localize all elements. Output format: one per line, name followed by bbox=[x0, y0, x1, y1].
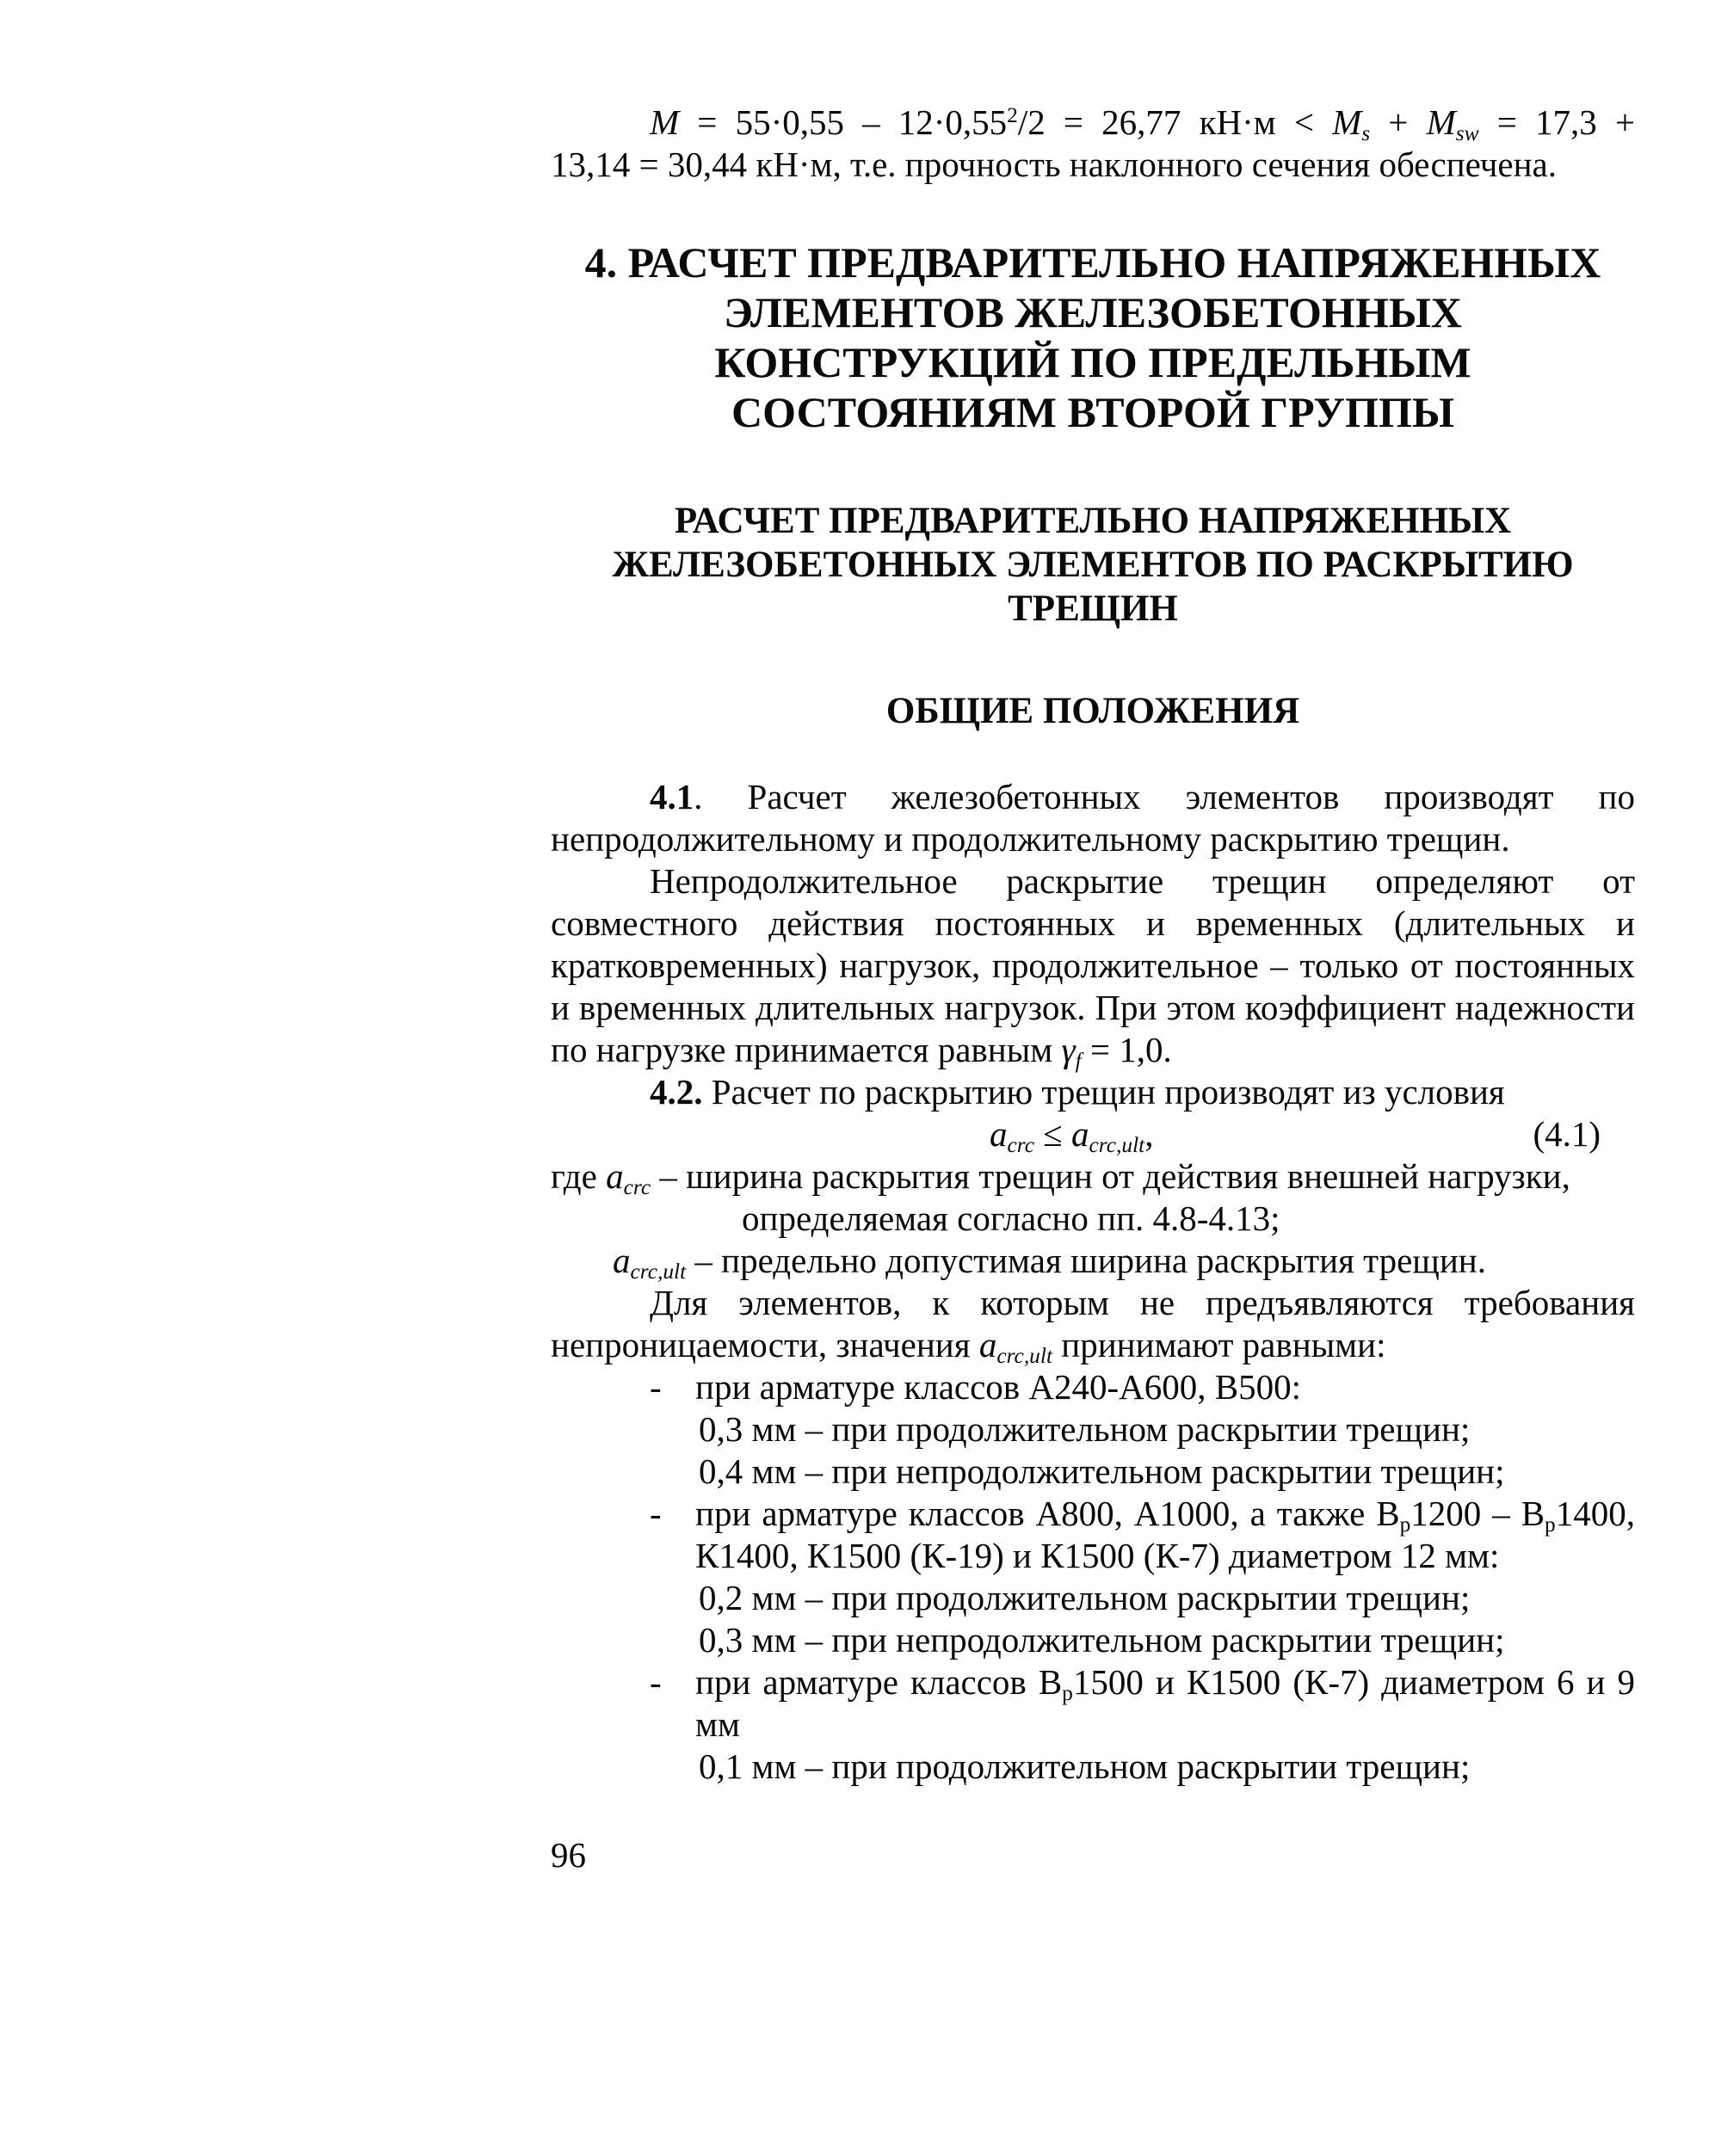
list-subitem: 0,1 мм – при продолжительном раскрытии трещин; bbox=[699, 1746, 1471, 1786]
paragraph-4-1-b bbox=[551, 860, 1635, 1074]
bullet-sub: р bbox=[1545, 1512, 1556, 1537]
symbol-gamma: γ bbox=[1061, 1030, 1076, 1069]
bullet-text-c: 1400, К1400, К1500 (К-19) и К1500 (К-7) диаметром 12 мм: bbox=[695, 1494, 1635, 1575]
intro-text-c: + bbox=[1370, 102, 1427, 142]
clause-number: 4.1 bbox=[650, 777, 694, 816]
symbol-ms: M bbox=[1332, 102, 1362, 142]
symbol-gamma-sub: f bbox=[1075, 1049, 1082, 1074]
where-def-1: – ширина раскрытия трещин от действия внешней нагрузки, bbox=[651, 1156, 1570, 1196]
intro-exponent: 2 bbox=[1007, 103, 1018, 128]
symbol-ms-sub: s bbox=[1361, 121, 1371, 146]
bullet-sub: р bbox=[1062, 1681, 1073, 1706]
where-def-2: – предельно допустимая ширина раскрытия трещин. bbox=[686, 1241, 1486, 1280]
paragraph-tail: принимают равными: bbox=[1052, 1325, 1386, 1364]
page-number: 96 bbox=[551, 1835, 586, 1875]
intro-line-1 bbox=[551, 102, 1635, 144]
document-page bbox=[551, 102, 1635, 1788]
bullet-text bbox=[695, 1661, 1635, 1746]
intro-text-d: = 17,3 + bbox=[1478, 102, 1636, 142]
eq-symbol-a: a bbox=[990, 1114, 1008, 1154]
intro-line-2: 13,14 = 30,44 кН·м, т.е. прочность наклонного сечения обеспечена. bbox=[551, 145, 1558, 184]
list-item bbox=[551, 1366, 1635, 1408]
where-definition-2 bbox=[551, 1240, 1635, 1282]
bullet-dash: - bbox=[650, 1494, 662, 1533]
section-heading: РАСЧЕТ ПРЕДВАРИТЕЛЬНО НАПРЯЖЕННЫХ ЖЕЛЕЗОБЕТОННЫХ ЭЛЕМЕНТОВ ПО РАСКРЫТИЮ ТРЕЩИН bbox=[612, 501, 1574, 629]
eq-tail: , bbox=[1144, 1114, 1154, 1154]
values-symbol-a-sub: crc,ult bbox=[996, 1344, 1052, 1369]
list-item bbox=[551, 1493, 1635, 1577]
list-subitem: 0,3 мм – при непродолжительном раскрытии трещин; bbox=[699, 1620, 1505, 1660]
paragraph-tail: = 1,0. bbox=[1081, 1030, 1172, 1069]
symbol-m: M bbox=[650, 102, 680, 142]
bullet-text-b: 1500 и К1500 (К-7) диаметром 6 и 9 мм bbox=[695, 1662, 1635, 1744]
paragraph-text: Непродолжительное раскрытие трещин определяют от совместного действия постоянных и временных (длительных и кратковременных) нагрузок, продолжительное – только от постоянных и временных длительных нагрузок. При этом коэффициент надежности по нагрузке принимается равным bbox=[551, 861, 1635, 1069]
where-symbol-b-sub: crc,ult bbox=[630, 1260, 687, 1284]
bullet-dash: - bbox=[650, 1367, 662, 1407]
paragraph-4-1 bbox=[551, 776, 1635, 860]
bullet-text-a: при арматуре классов В bbox=[695, 1662, 1063, 1702]
paragraph-text: . Расчет железобетонных элементов производят по непродолжительному и продолжительному раскрытию трещин. bbox=[551, 777, 1635, 859]
subsection-heading: ОБЩИЕ ПОЛОЖЕНИЯ bbox=[885, 691, 1300, 731]
eq-symbol-a-sub: crc bbox=[1007, 1133, 1034, 1158]
symbol-msw: M bbox=[1426, 102, 1456, 142]
equation-formula bbox=[990, 1113, 1154, 1158]
paragraph-4-2 bbox=[551, 1071, 1635, 1113]
list-item bbox=[551, 1661, 1635, 1746]
bullet-dash: - bbox=[650, 1662, 662, 1702]
where-symbol-a: a bbox=[606, 1156, 624, 1196]
paragraph-values bbox=[551, 1282, 1635, 1369]
symbol-msw-sub: sw bbox=[1455, 121, 1479, 146]
bullet-text-a: при арматуре классов А800, А1000, а также В bbox=[695, 1494, 1400, 1533]
where-lead: где bbox=[551, 1156, 607, 1196]
where-symbol-b: a bbox=[613, 1241, 631, 1280]
eq-symbol-b-sub: crc,ult bbox=[1089, 1133, 1145, 1158]
where-definition-1-cont: определяемая согласно пп. 4.8-4.13; bbox=[742, 1198, 1280, 1238]
paragraph-text: Для элементов, к которым не предъявляются требования непроницаемости, значения bbox=[551, 1283, 1635, 1364]
where-definition-1 bbox=[551, 1155, 1635, 1198]
intro-text-a: = 55·0,55 – 12·0,55 bbox=[679, 102, 1008, 142]
equation-4-1 bbox=[551, 1113, 1635, 1158]
where-symbol-a-sub: crc bbox=[623, 1175, 651, 1200]
bullet-text bbox=[695, 1493, 1635, 1577]
intro-text-b: /2 = 26,77 кН·м < bbox=[1017, 102, 1333, 142]
equation-number: (4.1) bbox=[1533, 1114, 1601, 1154]
clause-number: 4.2. bbox=[650, 1072, 703, 1112]
bullet-text: при арматуре классов А240-А600, В500: bbox=[695, 1367, 1302, 1407]
eq-relation: ≤ bbox=[1034, 1114, 1072, 1154]
list-subitem: 0,2 мм – при продолжительном раскрытии трещин; bbox=[699, 1578, 1471, 1617]
eq-symbol-b: a bbox=[1071, 1114, 1089, 1154]
list-subitem: 0,3 мм – при продолжительном раскрытии трещин; bbox=[699, 1409, 1471, 1449]
chapter-heading: 4. РАСЧЕТ ПРЕДВАРИТЕЛЬНО НАПРЯЖЕННЫХ ЭЛЕМЕНТОВ ЖЕЛЕЗОБЕТОННЫХ КОНСТРУКЦИЙ ПО ПРЕДЕЛЬНЫМ СОСТОЯНИЯМ ВТОРОЙ ГРУППЫ bbox=[584, 238, 1601, 436]
list-subitem: 0,4 мм – при непродолжительном раскрытии трещин; bbox=[699, 1451, 1505, 1491]
paragraph-text: Расчет по раскрытию трещин производят из условия bbox=[702, 1072, 1505, 1112]
bullet-text-b: 1200 – В bbox=[1410, 1494, 1545, 1533]
values-symbol-a: a bbox=[978, 1325, 997, 1364]
bullet-sub: р bbox=[1399, 1512, 1411, 1537]
